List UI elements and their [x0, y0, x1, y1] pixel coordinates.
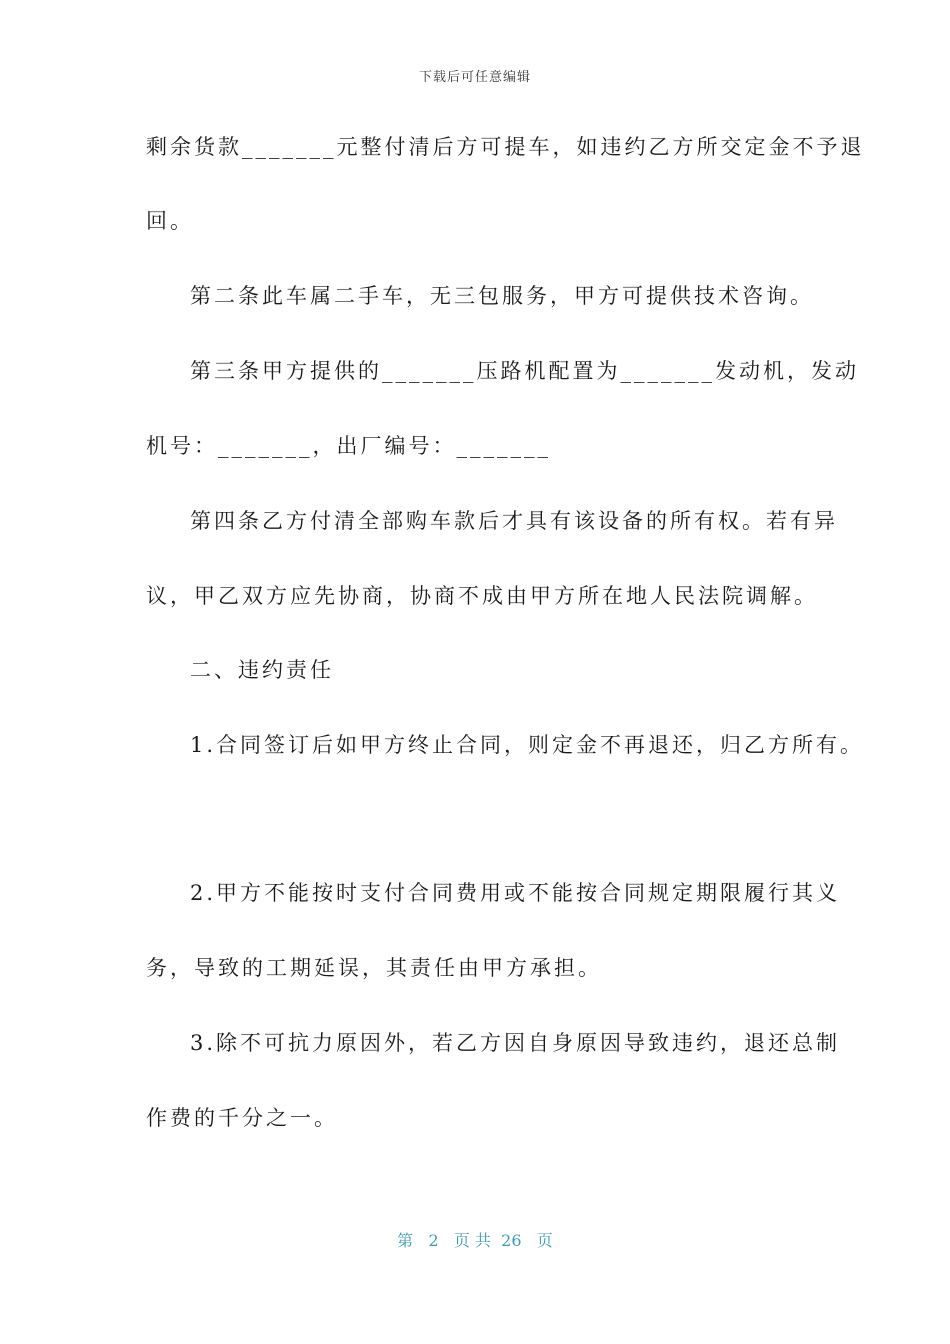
clause-2-line-1: 2.甲方不能按时支付合同费用或不能按合同规定期限履行其义 — [190, 881, 841, 905]
current-page-number: 2 — [428, 1231, 439, 1250]
article-2-line: 第二条此车属二手车，无三包服务，甲方可提供技术咨询。 — [190, 284, 814, 308]
article-3-line-1: 第三条甲方提供的_______压路机配置为_______发动机，发动 — [190, 359, 859, 383]
section-heading-breach: 二、违约责任 — [190, 658, 334, 682]
article-4-line-2: 议，甲乙双方应先协商，协商不成由甲方所在地人民法院调解。 — [146, 584, 818, 608]
body-line-1: 剩余货款_______元整付清后方可提车，如违约乙方所交定金不予退 — [146, 135, 865, 159]
page-label-suffix: 页 — [536, 1231, 553, 1250]
clause-2-line-2: 务，导致的工期延误，其责任由甲方承担。 — [146, 956, 602, 980]
page-label-prefix: 第 — [397, 1231, 414, 1250]
header-note: 下载后可任意编辑 — [418, 70, 531, 85]
total-pages-number: 26 — [501, 1231, 522, 1250]
page-footer — [0, 1228, 950, 1251]
article-4-line-1: 第四条乙方付清全部购车款后才具有该设备的所有权。若有异 — [190, 509, 838, 533]
clause-3-line-1: 3.除不可抗力原因外，若乙方因自身原因导致违约，退还总制 — [190, 1031, 841, 1055]
clause-3-line-2: 作费的千分之一。 — [146, 1106, 338, 1130]
body-line-2: 回。 — [146, 209, 194, 233]
article-3-line-2: 机号：_______，出厂编号：_______ — [146, 434, 551, 458]
page-label-mid: 页 共 — [453, 1231, 491, 1250]
clause-1-line: 1.合同签订后如甲方终止合同，则定金不再退还，归乙方所有。 — [190, 733, 865, 757]
